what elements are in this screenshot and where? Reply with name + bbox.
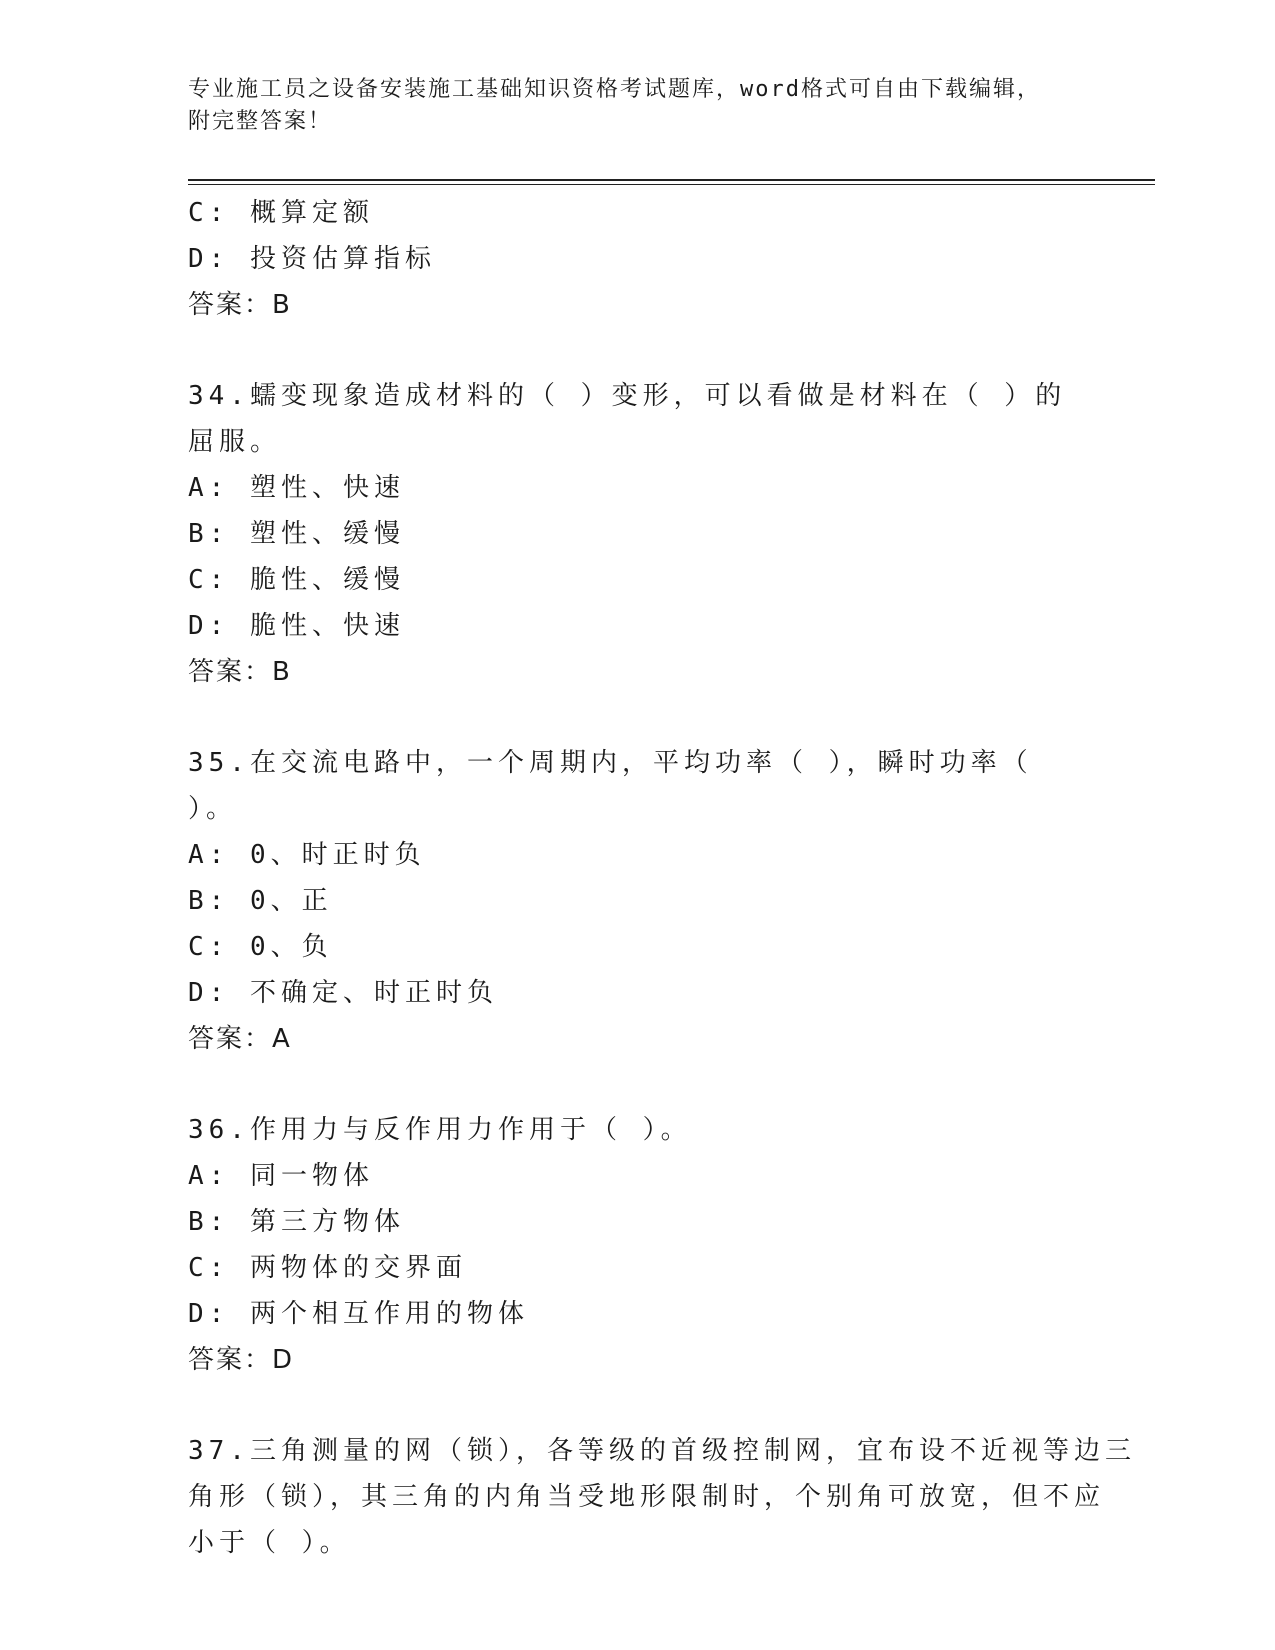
option-d: D: 两个相互作用的物体 [188,1299,529,1329]
question-37 [188,1428,1136,1566]
answer-line: 答案：B [188,657,292,687]
question-text-line-3: 小于（ ）。 [188,1528,351,1558]
answer-line: 答案：A [188,1024,292,1054]
option-c: C: 0、负 [188,932,333,962]
question-text: 36.作用力与反作用力作用于（ ）。 [188,1115,692,1145]
document-header [188,74,1088,138]
option-c: C: 两物体的交界面 [188,1253,467,1283]
header-line-2: 附完整答案！ [188,109,333,134]
question-text-line-2: 角形（锁），其三角的内角当受地形限制时，个别角可放宽，但不应 [188,1482,1106,1512]
question-text: 34.蠕变现象造成材料的（ ）变形，可以看做是材料在（ ）的屈服。 [188,381,1067,457]
question-text: 35.在交流电路中，一个周期内，平均功率（ ），瞬时功率（ ）。 [188,748,1033,824]
question-list [188,190,1136,1566]
header-divider-thick [188,179,1155,181]
question-36 [188,1107,1088,1383]
answer-line: 答案：D [188,1345,295,1375]
answer-line: 答案：B [188,290,292,320]
option-a: A: 同一物体 [188,1161,374,1191]
option-d: D: 脆性、快速 [188,611,405,641]
header-divider-thin [188,184,1155,185]
question-33-continuation [188,190,1088,328]
question-text-line-1: 37.三角测量的网（锁），各等级的首级控制网，宜布设不近视等边三 [188,1436,1136,1466]
option-b: B: 第三方物体 [188,1207,405,1237]
question-35 [188,740,1088,1062]
option-d: D: 不确定、时正时负 [188,978,498,1008]
option-b: B: 0、正 [188,886,333,916]
question-34 [188,373,1088,695]
option-d: D: 投资估算指标 [188,244,436,274]
option-c: C: 概算定额 [188,198,374,228]
option-a: A: 塑性、快速 [188,473,405,503]
option-c: C: 脆性、缓慢 [188,565,405,595]
option-b: B: 塑性、缓慢 [188,519,405,549]
option-a: A: 0、时正时负 [188,840,426,870]
header-line-1: 专业施工员之设备安装施工基础知识资格考试题库，word格式可自由下载编辑， [188,77,1041,102]
